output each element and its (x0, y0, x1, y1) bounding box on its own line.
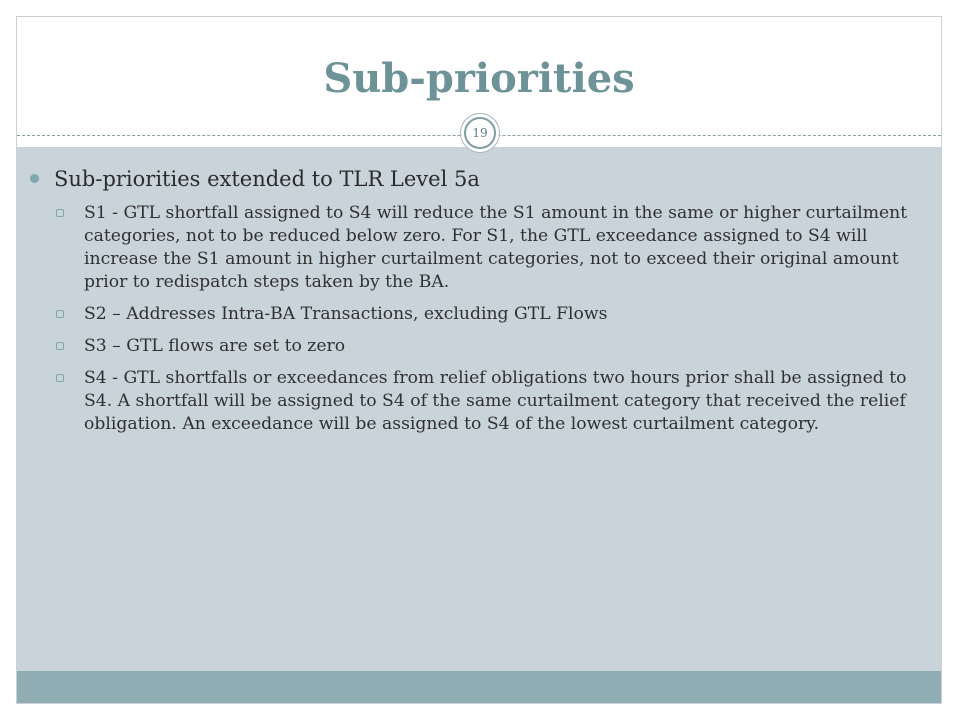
sub-bullet-text: S2 – Addresses Intra-BA Transactions, excluding GTL Flows (84, 304, 608, 324)
sub-bullet-s4 (28, 367, 908, 436)
footer-bar (17, 671, 941, 704)
slide-number-badge (460, 113, 500, 153)
slide-title: Sub-priorities (323, 55, 635, 102)
square-bullet-icon (56, 209, 64, 217)
sub-bullet-group (28, 202, 908, 436)
sub-bullet-s3 (28, 335, 908, 358)
square-bullet-icon (56, 342, 64, 350)
bullet-list (28, 164, 908, 445)
sub-bullet-s1 (28, 202, 908, 294)
sub-bullet-text: S3 – GTL flows are set to zero (84, 336, 346, 356)
main-bullet (28, 164, 908, 194)
sub-bullet-s2 (28, 303, 908, 326)
square-bullet-icon (56, 374, 64, 382)
sub-bullet-text: S1 - GTL shortfall assigned to S4 will reduce the S1 amount in the same or higher curtailment categories, not to be reduced below zero. For S1, the GTL exceedance assigned to S4 will increase the S1 amount in higher curtailment categories, not to exceed their original amount prior to redispatch steps taken by the BA. (84, 203, 908, 292)
main-bullet-text: Sub-priorities extended to TLR Level 5a (54, 167, 480, 191)
bullet-dot-icon (30, 174, 39, 183)
sub-bullet-list (28, 202, 908, 436)
sub-bullet-text: S4 - GTL shortfalls or exceedances from relief obligations two hours prior shall be assigned to S4. A shortfall will be assigned to S4 of the same curtailment category that received the relief obligation. An exceedance will be assigned to S4 of the lowest curtailment category. (84, 368, 907, 434)
square-bullet-icon (56, 310, 64, 318)
slide-number: 19 (464, 117, 496, 149)
